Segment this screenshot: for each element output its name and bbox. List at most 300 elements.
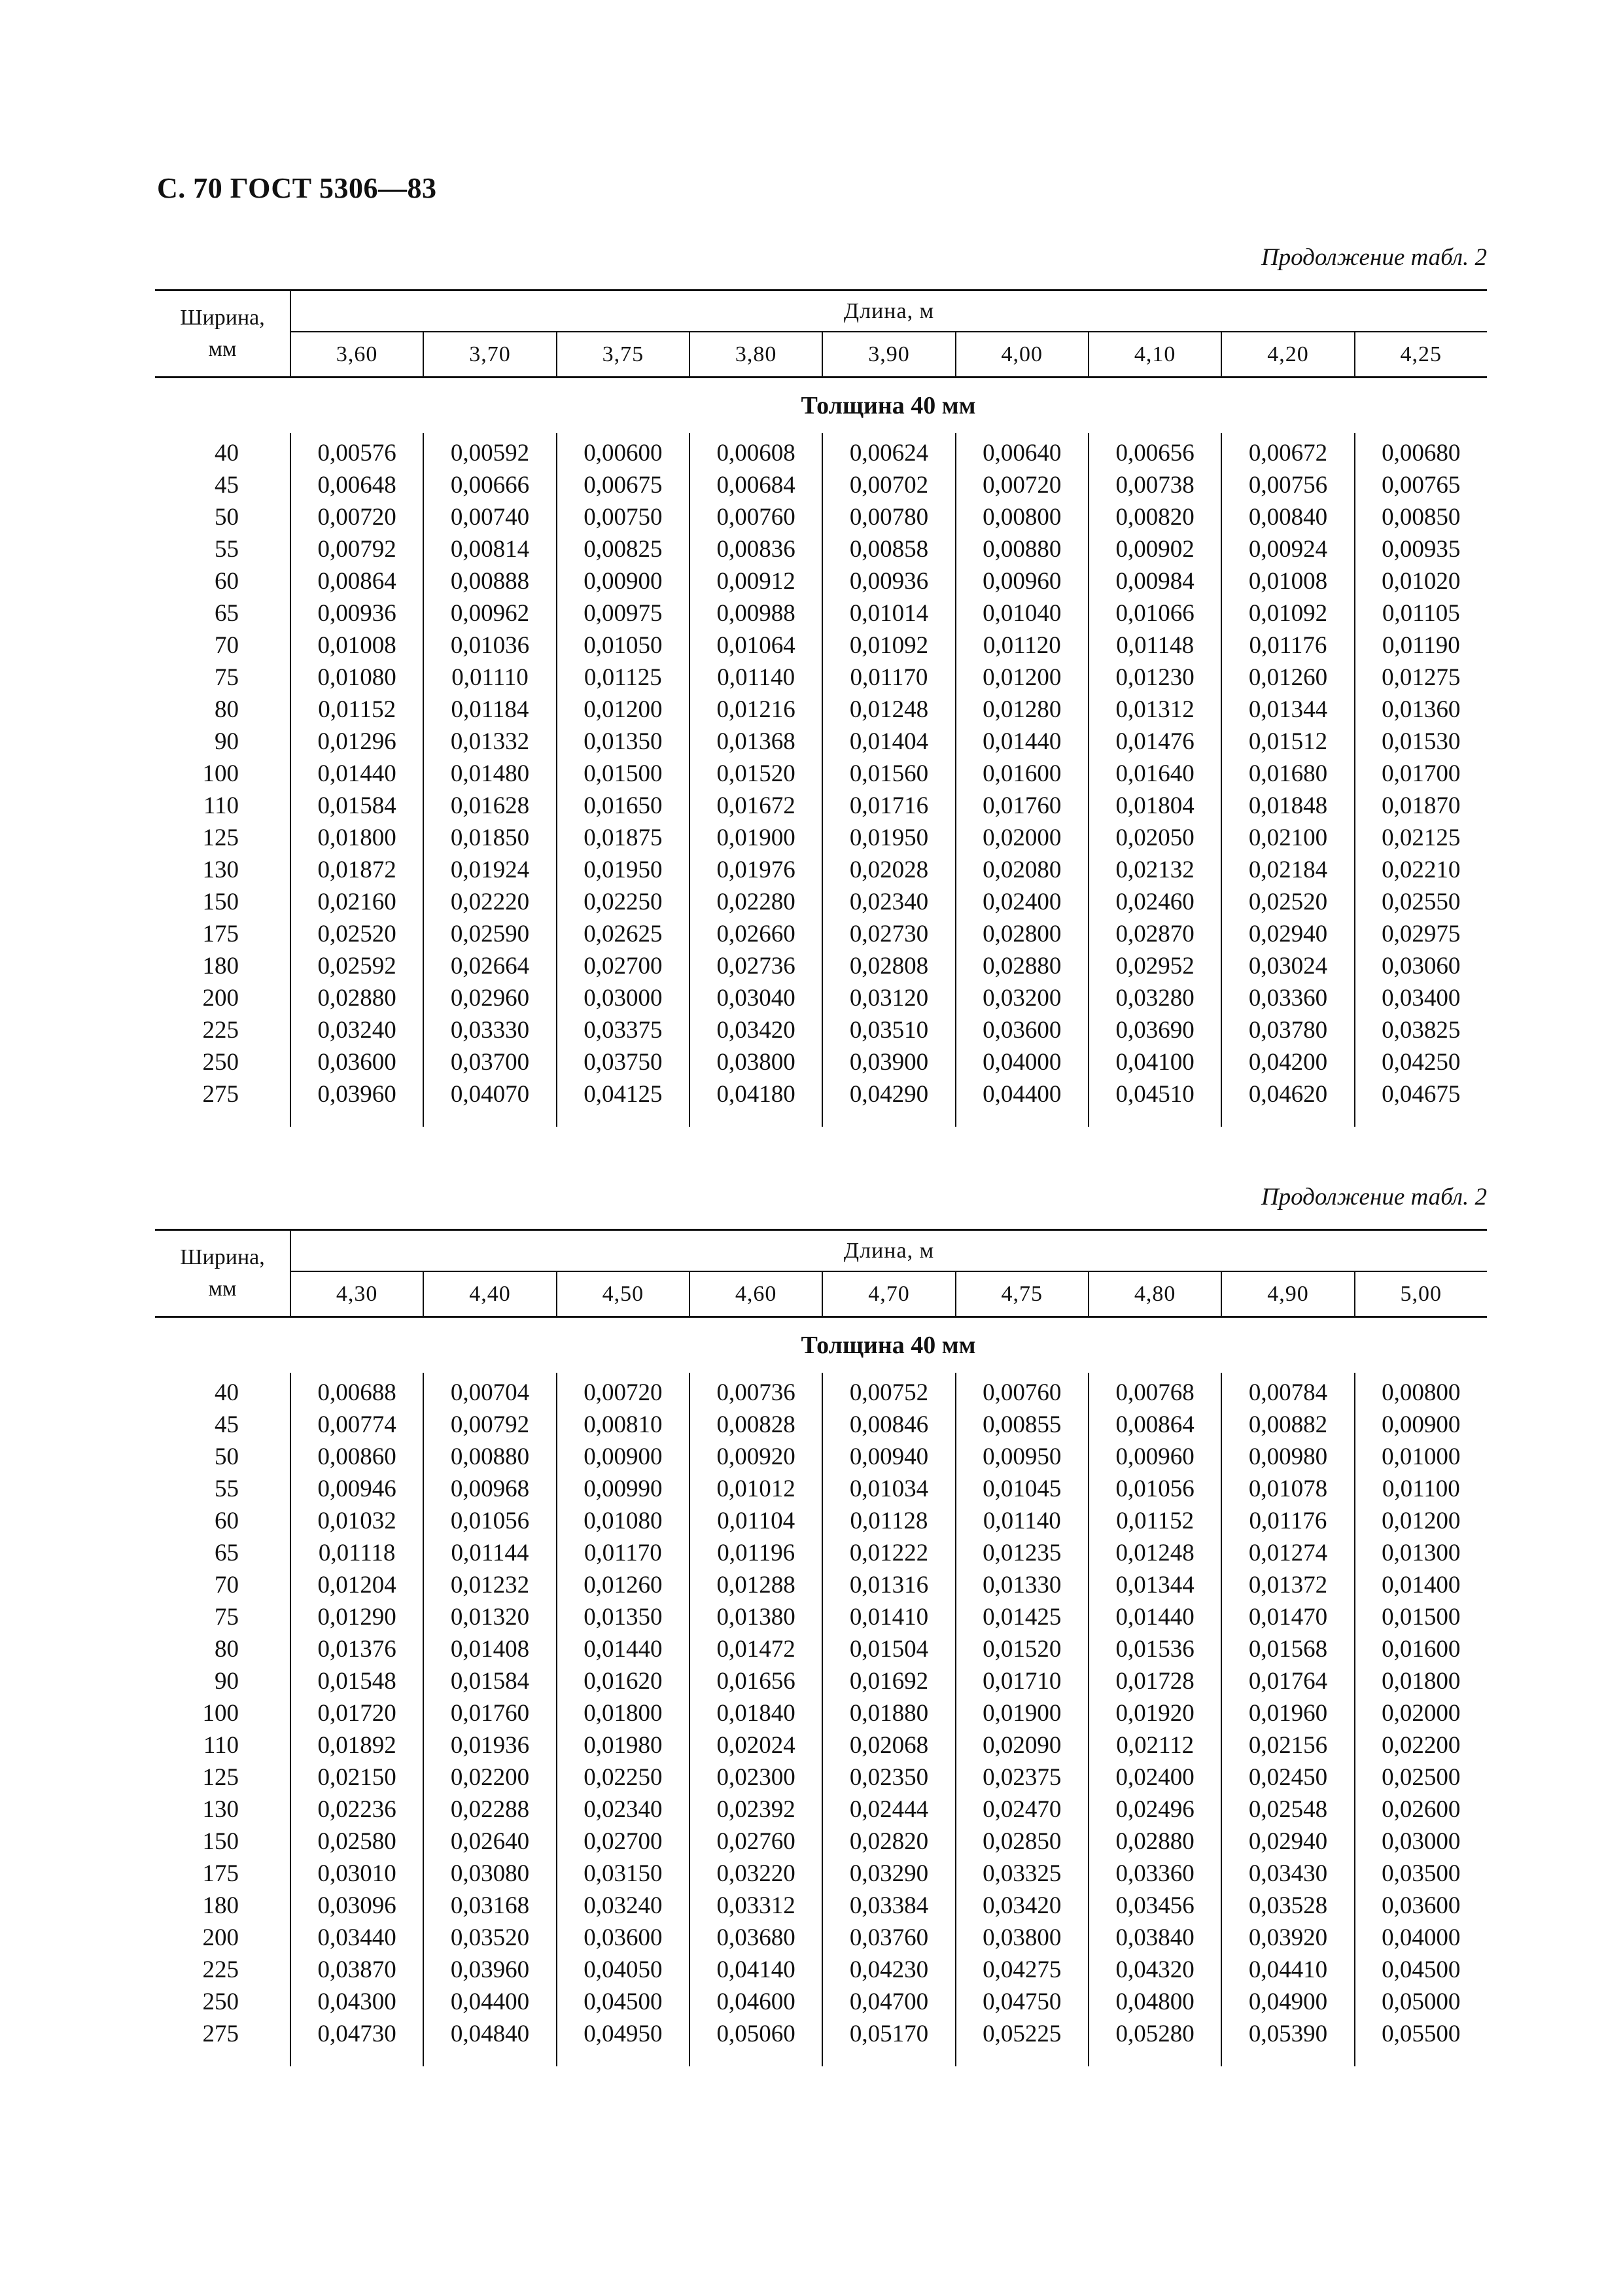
- volume-value: 0,02520: [317, 921, 396, 947]
- volume-value: 0,00740: [450, 504, 530, 531]
- volume-value: 0,00688: [317, 1379, 396, 1406]
- volume-value: 0,01840: [716, 1700, 795, 1727]
- width-value: 130: [202, 857, 239, 883]
- volume-value: 0,01710: [983, 1668, 1062, 1695]
- volume-value: 0,00814: [450, 536, 530, 563]
- volume-value: 0,01720: [317, 1700, 396, 1727]
- width-value: 90: [215, 728, 239, 755]
- volume-value: 0,02068: [849, 1732, 929, 1759]
- volume-value: 0,03780: [1248, 1017, 1328, 1044]
- volume-value: 0,05060: [716, 2021, 795, 2047]
- length-value: 4,70: [822, 1272, 954, 1316]
- volume-value: 0,02112: [1116, 1732, 1195, 1759]
- value-column: [290, 433, 423, 1127]
- volume-value: 0,02000: [983, 824, 1062, 851]
- volume-value: 0,02960: [450, 985, 530, 1012]
- width-value: 75: [215, 1604, 239, 1631]
- volume-value: 0,02880: [1115, 1828, 1195, 1855]
- width-value: 275: [202, 1081, 239, 1108]
- width-value: 80: [215, 696, 239, 723]
- continuation-label: Продолжение табл. 2: [1261, 1184, 1487, 1210]
- volume-value: 0,02392: [716, 1796, 795, 1823]
- volume-value: 0,01404: [849, 728, 929, 755]
- volume-value: 0,02000: [1382, 1700, 1461, 1727]
- value-column: [1354, 1373, 1487, 2066]
- volume-value: 0,01014: [849, 600, 929, 627]
- volume-value: 0,00855: [983, 1411, 1062, 1438]
- volume-value: 0,00608: [716, 440, 795, 467]
- volume-value: 0,02975: [1382, 921, 1461, 947]
- width-unit: мм: [208, 1277, 237, 1301]
- volume-value: 0,01204: [317, 1572, 396, 1598]
- width-value: 125: [202, 1764, 239, 1791]
- volume-value: 0,01110: [451, 664, 529, 691]
- volume-value: 0,00935: [1382, 536, 1461, 563]
- volume-value: 0,01200: [983, 664, 1062, 691]
- volume-value: 0,01300: [1382, 1540, 1461, 1566]
- volume-value: 0,01274: [1248, 1540, 1328, 1566]
- volume-value: 0,00704: [450, 1379, 530, 1406]
- volume-value: 0,03240: [317, 1017, 396, 1044]
- volume-value: 0,01056: [1115, 1475, 1195, 1502]
- volume-value: 0,01476: [1115, 728, 1195, 755]
- volume-value: 0,00810: [584, 1411, 663, 1438]
- length-value: 3,90: [822, 332, 954, 376]
- volume-value: 0,02700: [584, 953, 663, 980]
- volume-value: 0,04070: [450, 1081, 530, 1108]
- width-value: 45: [215, 1411, 239, 1438]
- width-value: 65: [215, 600, 239, 627]
- volume-value: 0,01880: [849, 1700, 929, 1727]
- volume-value: 0,01000: [1382, 1443, 1461, 1470]
- volume-value: 0,03168: [450, 1892, 530, 1919]
- volume-value: 0,01104: [717, 1508, 795, 1534]
- volume-value: 0,01140: [717, 664, 795, 691]
- volume-value: 0,04400: [450, 1988, 530, 2015]
- volume-value: 0,01600: [983, 760, 1062, 787]
- volume-value: 0,00900: [584, 1443, 663, 1470]
- volume-value: 0,01936: [450, 1732, 530, 1759]
- volume-value: 0,01760: [983, 792, 1062, 819]
- volume-value: 0,01232: [450, 1572, 530, 1598]
- volume-value: 0,04800: [1115, 1988, 1195, 2015]
- volume-value: 0,00912: [716, 568, 795, 595]
- volume-value: 0,02640: [450, 1828, 530, 1855]
- volume-value: 0,01960: [1248, 1700, 1328, 1727]
- volume-value: 0,01230: [1115, 664, 1195, 691]
- value-column: [689, 1373, 822, 2066]
- volume-value: 0,02450: [1248, 1764, 1328, 1791]
- volume-value: 0,00684: [716, 472, 795, 499]
- width-value: 50: [215, 504, 239, 531]
- volume-value: 0,02730: [849, 921, 929, 947]
- volume-value: 0,01260: [1248, 664, 1328, 691]
- volume-value: 0,01170: [584, 1540, 662, 1566]
- volume-value: 0,03600: [317, 1049, 396, 1076]
- width-value: 180: [202, 953, 239, 980]
- width-header: [155, 291, 290, 376]
- volume-value: 0,01976: [716, 857, 795, 883]
- volume-value: 0,00760: [716, 504, 795, 531]
- volume-value: 0,01170: [850, 664, 928, 691]
- volume-value: 0,01080: [317, 664, 396, 691]
- volume-value: 0,01012: [716, 1475, 795, 1502]
- volume-value: 0,01870: [1382, 792, 1461, 819]
- volume-value: 0,03800: [983, 1924, 1062, 1951]
- volume-value: 0,01092: [849, 632, 929, 659]
- volume-value: 0,02100: [1248, 824, 1328, 851]
- volume-value: 0,03760: [849, 1924, 929, 1951]
- volume-value: 0,02340: [584, 1796, 663, 1823]
- volume-value: 0,00960: [983, 568, 1062, 595]
- volume-value: 0,01152: [1116, 1508, 1195, 1534]
- volume-value: 0,01440: [1115, 1604, 1195, 1631]
- width-value: 200: [202, 1924, 239, 1951]
- volume-value: 0,01536: [1115, 1636, 1195, 1663]
- volume-value: 0,03510: [849, 1017, 929, 1044]
- continuation-label: Продолжение табл. 2: [1261, 244, 1487, 271]
- volume-value: 0,01950: [849, 824, 929, 851]
- volume-value: 0,00736: [716, 1379, 795, 1406]
- volume-value: 0,05225: [983, 2021, 1062, 2047]
- volume-value: 0,01410: [849, 1604, 929, 1631]
- width-value: 60: [215, 568, 239, 595]
- volume-value: 0,04000: [983, 1049, 1062, 1076]
- volume-value: 0,00792: [317, 536, 396, 563]
- volume-value: 0,01472: [716, 1636, 795, 1663]
- volume-value: 0,01368: [716, 728, 795, 755]
- volume-value: 0,01520: [716, 760, 795, 787]
- volume-value: 0,03420: [716, 1017, 795, 1044]
- volume-value: 0,02808: [849, 953, 929, 980]
- width-value: 225: [202, 1956, 239, 1983]
- volume-value: 0,02496: [1115, 1796, 1195, 1823]
- volume-value: 0,01700: [1382, 760, 1461, 787]
- volume-value: 0,02520: [1248, 889, 1328, 915]
- volume-value: 0,00820: [1115, 504, 1195, 531]
- volume-value: 0,01520: [983, 1636, 1062, 1663]
- thickness-label: Толщина 40 мм: [801, 392, 976, 419]
- width-value: 55: [215, 1475, 239, 1502]
- value-column: [1088, 1373, 1221, 2066]
- volume-value: 0,01092: [1248, 600, 1328, 627]
- volume-value: 0,00900: [584, 568, 663, 595]
- volume-value: 0,01118: [318, 1540, 396, 1566]
- volume-value: 0,02590: [450, 921, 530, 947]
- volume-value: 0,01568: [1248, 1636, 1328, 1663]
- volume-value: 0,01200: [1382, 1508, 1461, 1534]
- table-header: [155, 289, 1487, 378]
- volume-value: 0,01920: [1115, 1700, 1195, 1727]
- volume-value: 0,04840: [450, 2021, 530, 2047]
- volume-value: 0,03500: [1382, 1860, 1461, 1887]
- volume-value: 0,04950: [584, 2021, 663, 2047]
- width-value: 100: [202, 1700, 239, 1727]
- volume-value: 0,00836: [716, 536, 795, 563]
- volume-value: 0,00920: [716, 1443, 795, 1470]
- volume-value: 0,04675: [1382, 1081, 1461, 1108]
- volume-value: 0,01872: [317, 857, 396, 883]
- volume-value: 0,01728: [1115, 1668, 1195, 1695]
- volume-value: 0,02940: [1248, 1828, 1328, 1855]
- volume-value: 0,02050: [1115, 824, 1195, 851]
- volume-value: 0,02600: [1382, 1796, 1461, 1823]
- volume-value: 0,03220: [716, 1860, 795, 1887]
- width-value: 250: [202, 1988, 239, 2015]
- volume-value: 0,01144: [451, 1540, 529, 1566]
- volume-value: 0,01628: [450, 792, 530, 819]
- volume-value: 0,01200: [584, 696, 663, 723]
- volume-value: 0,04250: [1382, 1049, 1461, 1076]
- volume-value: 0,00840: [1248, 504, 1328, 531]
- volume-value: 0,01078: [1248, 1475, 1328, 1502]
- value-column: [1354, 433, 1487, 1127]
- volume-value: 0,01066: [1115, 600, 1195, 627]
- volume-value: 0,01584: [450, 1668, 530, 1695]
- value-column: [1088, 433, 1221, 1127]
- volume-value: 0,02880: [317, 985, 396, 1012]
- volume-value: 0,02760: [716, 1828, 795, 1855]
- volume-value: 0,01350: [584, 728, 663, 755]
- width-value: 40: [215, 1379, 239, 1406]
- volume-value: 0,01924: [450, 857, 530, 883]
- volume-value: 0,01184: [451, 696, 529, 723]
- volume-value: 0,03840: [1115, 1924, 1195, 1951]
- volume-value: 0,02250: [584, 889, 663, 915]
- width-value: 100: [202, 760, 239, 787]
- volume-value: 0,05280: [1115, 2021, 1195, 2047]
- table-body: [155, 433, 1487, 1127]
- volume-value: 0,03528: [1248, 1892, 1328, 1919]
- volume-value: 0,00975: [584, 600, 663, 627]
- volume-value: 0,00738: [1115, 472, 1195, 499]
- length-value: 3,60: [290, 332, 423, 376]
- value-column: [1221, 1373, 1353, 2066]
- table-2: [155, 1229, 1487, 2066]
- volume-value: 0,01036: [450, 632, 530, 659]
- volume-value: 0,00592: [450, 440, 530, 467]
- volume-value: 0,01512: [1248, 728, 1328, 755]
- volume-value: 0,01900: [716, 824, 795, 851]
- volume-value: 0,04320: [1115, 1956, 1195, 1983]
- volume-value: 0,01408: [450, 1636, 530, 1663]
- width-value: 40: [215, 440, 239, 467]
- width-column: [155, 1373, 290, 2066]
- table-body: [155, 1373, 1487, 2066]
- volume-value: 0,01032: [317, 1508, 396, 1534]
- volume-value: 0,04500: [1382, 1956, 1461, 1983]
- volume-value: 0,01100: [1382, 1475, 1460, 1502]
- length-value: 3,70: [423, 332, 555, 376]
- volume-value: 0,01045: [983, 1475, 1062, 1502]
- volume-value: 0,00825: [584, 536, 663, 563]
- volume-value: 0,03120: [849, 985, 929, 1012]
- length-value: 4,50: [556, 1272, 689, 1316]
- volume-value: 0,00720: [584, 1379, 663, 1406]
- volume-value: 0,03420: [983, 1892, 1062, 1919]
- volume-value: 0,03360: [1248, 985, 1328, 1012]
- volume-value: 0,00702: [849, 472, 929, 499]
- value-column: [822, 1373, 954, 2066]
- volume-value: 0,03690: [1115, 1017, 1195, 1044]
- volume-value: 0,01316: [849, 1572, 929, 1598]
- volume-value: 0,02090: [983, 1732, 1062, 1759]
- volume-value: 0,04500: [584, 1988, 663, 2015]
- width-value: 50: [215, 1443, 239, 1470]
- volume-value: 0,03456: [1115, 1892, 1195, 1919]
- value-column: [556, 433, 689, 1127]
- volume-value: 0,00940: [849, 1443, 929, 1470]
- volume-value: 0,01105: [1382, 600, 1460, 627]
- volume-value: 0,00780: [849, 504, 929, 531]
- volume-value: 0,01680: [1248, 760, 1328, 787]
- length-value: 4,60: [689, 1272, 822, 1316]
- volume-value: 0,03040: [716, 985, 795, 1012]
- volume-value: 0,00888: [450, 568, 530, 595]
- length-value: 4,75: [955, 1272, 1088, 1316]
- value-column: [955, 1373, 1088, 2066]
- volume-value: 0,02660: [716, 921, 795, 947]
- volume-value: 0,01288: [716, 1572, 795, 1598]
- volume-value: 0,01640: [1115, 760, 1195, 787]
- volume-value: 0,01800: [584, 1700, 663, 1727]
- volume-value: 0,00924: [1248, 536, 1328, 563]
- volume-value: 0,02580: [317, 1828, 396, 1855]
- volume-value: 0,01152: [318, 696, 396, 723]
- volume-value: 0,03430: [1248, 1860, 1328, 1887]
- length-value: 4,30: [290, 1272, 423, 1316]
- length-value: 3,80: [689, 332, 822, 376]
- volume-value: 0,01148: [1116, 632, 1195, 659]
- volume-value: 0,01440: [584, 1636, 663, 1663]
- volume-value: 0,01875: [584, 824, 663, 851]
- volume-value: 0,01344: [1115, 1572, 1195, 1598]
- volume-value: 0,03960: [450, 1956, 530, 1983]
- volume-value: 0,01332: [450, 728, 530, 755]
- width-label: Ширина,: [180, 306, 265, 330]
- volume-value: 0,02664: [450, 953, 530, 980]
- volume-value: 0,00640: [983, 440, 1062, 467]
- volume-value: 0,00720: [983, 472, 1062, 499]
- value-column: [290, 1373, 423, 2066]
- volume-value: 0,05170: [849, 2021, 929, 2047]
- volume-value: 0,00858: [849, 536, 929, 563]
- volume-value: 0,01584: [317, 792, 396, 819]
- volume-value: 0,01530: [1382, 728, 1461, 755]
- volume-value: 0,00850: [1382, 504, 1461, 531]
- volume-value: 0,01376: [317, 1636, 396, 1663]
- volume-value: 0,03360: [1115, 1860, 1195, 1887]
- volume-value: 0,00720: [317, 504, 396, 531]
- volume-value: 0,01008: [317, 632, 396, 659]
- volume-value: 0,03440: [317, 1924, 396, 1951]
- width-value: 80: [215, 1636, 239, 1663]
- volume-value: 0,03312: [716, 1892, 795, 1919]
- volume-value: 0,01800: [317, 824, 396, 851]
- width-value: 65: [215, 1540, 239, 1566]
- volume-value: 0,02150: [317, 1764, 396, 1791]
- volume-value: 0,02700: [584, 1828, 663, 1855]
- width-value: 175: [202, 1860, 239, 1887]
- width-value: 250: [202, 1049, 239, 1076]
- length-value: 4,10: [1088, 332, 1221, 376]
- volume-value: 0,00656: [1115, 440, 1195, 467]
- volume-value: 0,03280: [1115, 985, 1195, 1012]
- width-column: [155, 433, 290, 1127]
- volume-value: 0,02028: [849, 857, 929, 883]
- width-unit: мм: [208, 337, 237, 361]
- volume-value: 0,02250: [584, 1764, 663, 1791]
- volume-value: 0,03400: [1382, 985, 1461, 1012]
- volume-value: 0,01312: [1115, 696, 1195, 723]
- volume-value: 0,01372: [1248, 1572, 1328, 1598]
- volume-value: 0,03920: [1248, 1924, 1328, 1951]
- volume-value: 0,00864: [317, 568, 396, 595]
- volume-value: 0,03825: [1382, 1017, 1461, 1044]
- volume-value: 0,02870: [1115, 921, 1195, 947]
- volume-value: 0,01480: [450, 760, 530, 787]
- length-header: Длина, м: [290, 291, 1487, 332]
- volume-value: 0,00672: [1248, 440, 1328, 467]
- width-value: 45: [215, 472, 239, 499]
- volume-value: 0,01176: [1249, 1508, 1327, 1534]
- volume-value: 0,01034: [849, 1475, 929, 1502]
- volume-value: 0,00756: [1248, 472, 1328, 499]
- volume-value: 0,02200: [450, 1764, 530, 1791]
- volume-value: 0,02952: [1115, 953, 1195, 980]
- volume-value: 0,01235: [983, 1540, 1062, 1566]
- width-value: 70: [215, 1572, 239, 1598]
- volume-value: 0,00784: [1248, 1379, 1328, 1406]
- volume-value: 0,04125: [584, 1081, 663, 1108]
- volume-value: 0,01950: [584, 857, 663, 883]
- volume-value: 0,01330: [983, 1572, 1062, 1598]
- volume-value: 0,01320: [450, 1604, 530, 1631]
- volume-value: 0,01804: [1115, 792, 1195, 819]
- volume-value: 0,03200: [983, 985, 1062, 1012]
- volume-value: 0,01248: [849, 696, 929, 723]
- width-value: 150: [202, 1828, 239, 1855]
- volume-value: 0,02200: [1382, 1732, 1461, 1759]
- length-value: 4,80: [1088, 1272, 1221, 1316]
- volume-value: 0,00984: [1115, 568, 1195, 595]
- value-column: [556, 1373, 689, 2066]
- volume-value: 0,03000: [584, 985, 663, 1012]
- width-value: 200: [202, 985, 239, 1012]
- volume-value: 0,04000: [1382, 1924, 1461, 1951]
- width-value: 110: [203, 1732, 239, 1759]
- volume-value: 0,02210: [1382, 857, 1461, 883]
- volume-value: 0,01500: [584, 760, 663, 787]
- volume-value: 0,02444: [849, 1796, 929, 1823]
- volume-value: 0,01650: [584, 792, 663, 819]
- volume-value: 0,01080: [584, 1508, 663, 1534]
- volume-value: 0,04400: [983, 1081, 1062, 1108]
- volume-value: 0,02850: [983, 1828, 1062, 1855]
- volume-value: 0,01190: [1382, 632, 1460, 659]
- volume-value: 0,03375: [584, 1017, 663, 1044]
- volume-value: 0,02288: [450, 1796, 530, 1823]
- volume-value: 0,03600: [584, 1924, 663, 1951]
- volume-value: 0,00968: [450, 1475, 530, 1502]
- volume-value: 0,04100: [1115, 1049, 1195, 1076]
- volume-value: 0,02470: [983, 1796, 1062, 1823]
- volume-value: 0,02375: [983, 1764, 1062, 1791]
- volume-value: 0,02550: [1382, 889, 1461, 915]
- volume-value: 0,02236: [317, 1796, 396, 1823]
- volume-value: 0,01008: [1248, 568, 1328, 595]
- volume-value: 0,00648: [317, 472, 396, 499]
